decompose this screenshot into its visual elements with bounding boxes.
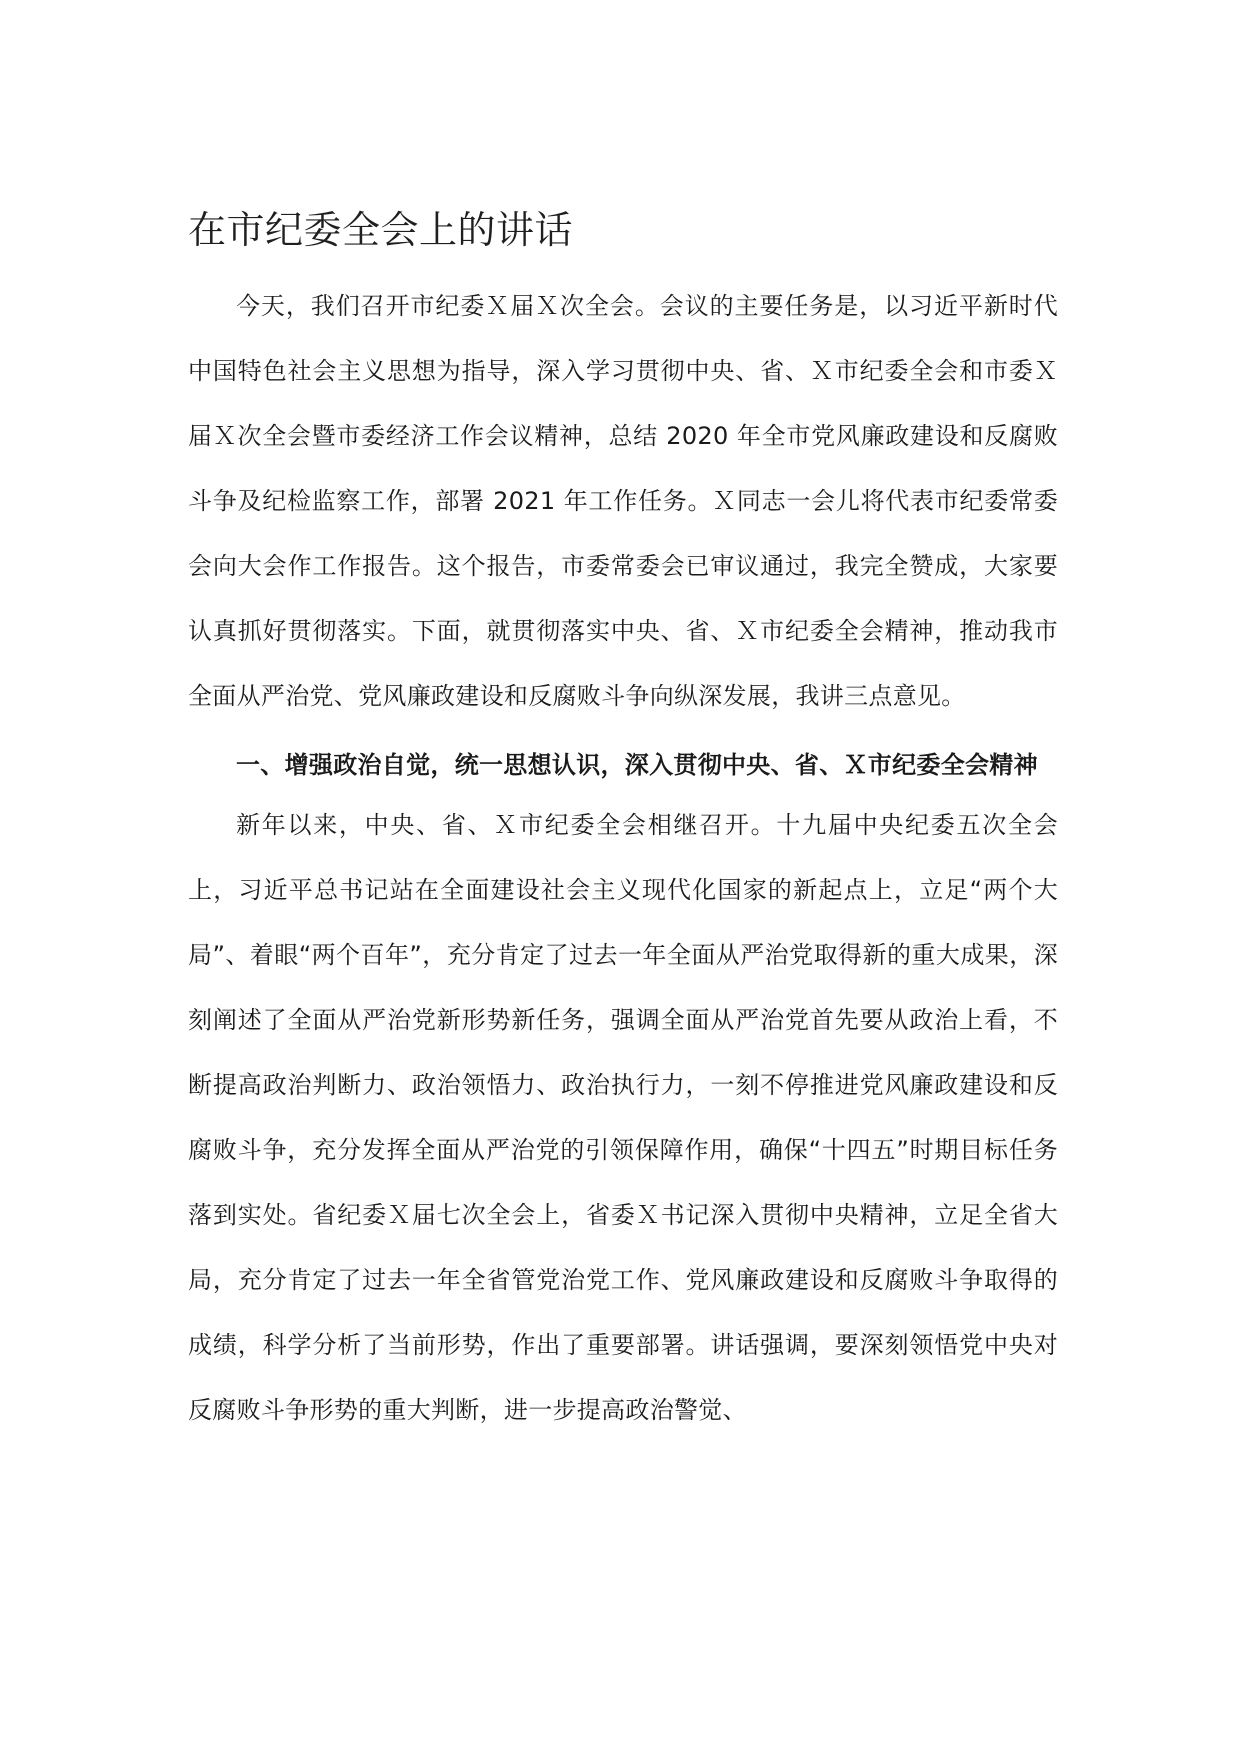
section-heading-1: 一、增强政治自觉，统一思想认识，深入贯彻中央、省、Ｘ市纪委全会精神 <box>236 751 1038 779</box>
paragraph-section-1: 新年以来，中央、省、Ｘ市纪委全会相继召开。十九届中央纪委五次全会上，习近平总书记站在全面建设社会主义现代化国家的新起点上，立足“两个大局”、着眼“两个百年”，充分肯定了过去一年全面从严治党取得新的重大成果，深刻阐述了全面从严治党新形势新任务，强调全面从严治党首先要从政治上看，不断提高政治判断力、政治领悟力、政治执行力，一刻不停推进党风廉政建设和反腐败斗争，充分发挥全面从严治党的引领保障作用，确保“十四五”时期目标任务落到实处。省纪委Ｘ届七次全会上，省委Ｘ书记深入贯彻中央精神，立足全省大局，充分肯定了过去一年全省管党治党工作、党风廉政建设和反腐败斗争取得的成绩，科学分析了当前形势，作出了重要部署。讲话强调，要深刻领悟党中央对反腐败斗争形势的重大判断，进一步提高政治警觉、 <box>188 811 1058 1424</box>
document-title: 在市纪委全会上的讲话 <box>188 208 574 252</box>
document-page <box>188 202 1058 1443</box>
paragraph-intro: 今天，我们召开市纪委Ｘ届Ｘ次全会。会议的主要任务是，以习近平新时代中国特色社会主义思想为指导，深入学习贯彻中央、省、Ｘ市纪委全会和市委Ｘ届Ｘ次全会暨市委经济工作会议精神，总结 2020 年全市党风廉政建设和反腐败斗争及纪检监察工作，部署 2021 年工作任务。Ｘ同志一会儿将代表市纪委常委会向大会作工作报告。这个报告，市委常委会已审议通过，我完全赞成，大家要认真抓好贯彻落实。下面，就贯彻落实中央、省、Ｘ市纪委全会精神，推动我市全面从严治党、党风廉政建设和反腐败斗争向纵深发展，我讲三点意见。 <box>188 292 1058 710</box>
